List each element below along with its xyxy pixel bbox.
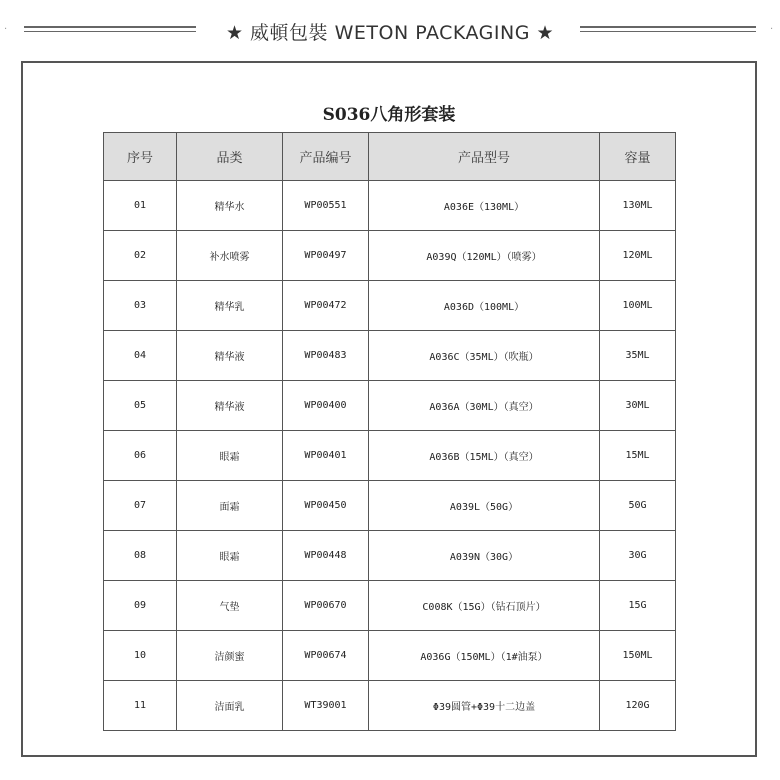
cell-product-code: WP00551 [283, 181, 369, 231]
cell-category: 气垫 [177, 581, 283, 631]
cell-capacity: 120ML [600, 231, 676, 281]
cell-index: 04 [104, 331, 177, 381]
cell-model: A036D（100ML） [369, 281, 600, 331]
cell-product-code: WP00483 [283, 331, 369, 381]
cell-model: A036B（15ML）（真空） [369, 431, 600, 481]
cell-index: 10 [104, 631, 177, 681]
table-body [104, 181, 676, 731]
cell-model: A039L（50G） [369, 481, 600, 531]
cell-model: A036E（130ML） [369, 181, 600, 231]
cell-model: A039Q（120ML）（喷雾） [369, 231, 600, 281]
cell-capacity: 130ML [600, 181, 676, 231]
cell-category: 精华水 [177, 181, 283, 231]
cell-index: 08 [104, 531, 177, 581]
cell-capacity: 15ML [600, 431, 676, 481]
table-row [104, 381, 676, 431]
table-row [104, 331, 676, 381]
header-rule-left [24, 26, 196, 32]
product-table [103, 132, 676, 731]
cell-category: 洁颜蜜 [177, 631, 283, 681]
table-row [104, 481, 676, 531]
cell-product-code: WP00472 [283, 281, 369, 331]
cell-category: 精华乳 [177, 281, 283, 331]
table-header-row [104, 133, 676, 181]
table-row [104, 231, 676, 281]
cell-index: 05 [104, 381, 177, 431]
cell-category: 眼霜 [177, 531, 283, 581]
cell-product-code: WP00674 [283, 631, 369, 681]
col-header-capacity: 容量 [600, 133, 676, 181]
cell-product-code: WP00670 [283, 581, 369, 631]
cell-capacity: 120G [600, 681, 676, 731]
table-row [104, 681, 676, 731]
cell-product-code: WT39001 [283, 681, 369, 731]
edge-dot-right: · [770, 24, 774, 35]
table-row [104, 181, 676, 231]
cell-model: Φ39圆管+Φ39十二边盖 [369, 681, 600, 731]
cell-capacity: 100ML [600, 281, 676, 331]
cell-model: A036C（35ML）（吹瓶） [369, 331, 600, 381]
page-title: S036八角形套装 [322, 105, 456, 125]
cell-capacity: 35ML [600, 331, 676, 381]
col-header-category: 品类 [177, 133, 283, 181]
cell-index: 06 [104, 431, 177, 481]
cell-model: A039N（30G） [369, 531, 600, 581]
col-header-index: 序号 [104, 133, 177, 181]
cell-product-code: WP00401 [283, 431, 369, 481]
cell-model: A036G（150ML）（1#油泵） [369, 631, 600, 681]
cell-index: 02 [104, 231, 177, 281]
table-row [104, 281, 676, 331]
cell-capacity: 50G [600, 481, 676, 531]
cell-capacity: 30ML [600, 381, 676, 431]
cell-category: 眼霜 [177, 431, 283, 481]
cell-product-code: WP00497 [283, 231, 369, 281]
cell-category: 洁面乳 [177, 681, 283, 731]
cell-index: 01 [104, 181, 177, 231]
cell-category: 精华液 [177, 331, 283, 381]
col-header-product-code: 产品编号 [283, 133, 369, 181]
table-row [104, 581, 676, 631]
cell-model: A036A（30ML）（真空） [369, 381, 600, 431]
brand-header: ★ 威頓包裝 WETON PACKAGING ★ [225, 22, 554, 44]
cell-category: 精华液 [177, 381, 283, 431]
table-row [104, 431, 676, 481]
cell-index: 09 [104, 581, 177, 631]
table-row [104, 631, 676, 681]
cell-category: 补水喷雾 [177, 231, 283, 281]
cell-index: 07 [104, 481, 177, 531]
header-rule-right [580, 26, 756, 32]
cell-capacity: 150ML [600, 631, 676, 681]
cell-capacity: 15G [600, 581, 676, 631]
cell-model: C008K（15G）（钻石顶片） [369, 581, 600, 631]
cell-index: 11 [104, 681, 177, 731]
cell-category: 面霜 [177, 481, 283, 531]
edge-dot-left: · [4, 24, 8, 35]
table-row [104, 531, 676, 581]
cell-capacity: 30G [600, 531, 676, 581]
cell-product-code: WP00448 [283, 531, 369, 581]
cell-product-code: WP00450 [283, 481, 369, 531]
col-header-model: 产品型号 [369, 133, 600, 181]
cell-index: 03 [104, 281, 177, 331]
cell-product-code: WP00400 [283, 381, 369, 431]
